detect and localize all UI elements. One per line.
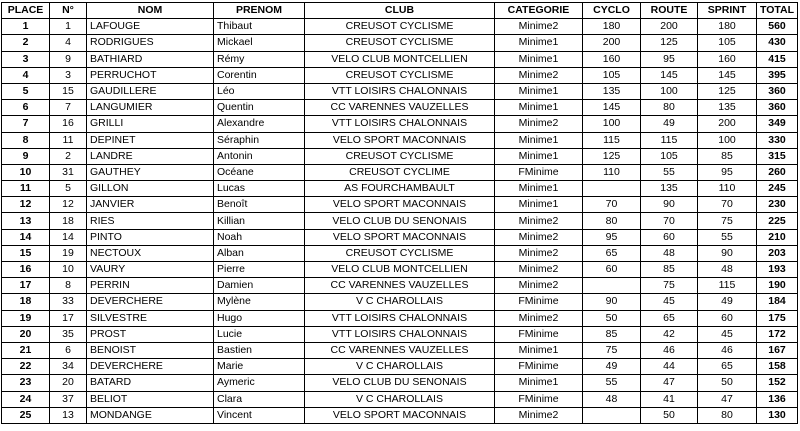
cell-place: 11 <box>2 181 50 197</box>
cell-cyclo <box>583 278 641 294</box>
cell-club: VTT LOISIRS CHALONNAIS <box>305 83 495 99</box>
cell-number: 11 <box>50 132 87 148</box>
cell-nom: RIES <box>87 213 214 229</box>
table-row <box>2 245 798 261</box>
cell-place: 18 <box>2 294 50 310</box>
cell-categorie: FMinime <box>495 164 583 180</box>
cell-place: 6 <box>2 100 50 116</box>
cell-categorie: FMinime <box>495 359 583 375</box>
cell-route: 60 <box>641 229 698 245</box>
cell-number: 19 <box>50 245 87 261</box>
cell-prenom: Antonin <box>214 148 305 164</box>
cell-place: 13 <box>2 213 50 229</box>
cell-place: 24 <box>2 391 50 407</box>
cell-club: V C CHAROLLAIS <box>305 294 495 310</box>
cell-categorie: FMinime <box>495 294 583 310</box>
table-row <box>2 229 798 245</box>
cell-cyclo <box>583 407 641 423</box>
cell-categorie: Minime2 <box>495 67 583 83</box>
cell-sprint: 180 <box>698 19 757 35</box>
cell-route: 80 <box>641 100 698 116</box>
cell-place: 12 <box>2 197 50 213</box>
cell-total: 167 <box>757 342 798 358</box>
cell-club: V C CHAROLLAIS <box>305 391 495 407</box>
results-table <box>1 2 798 424</box>
cell-total: 158 <box>757 359 798 375</box>
table-row <box>2 197 798 213</box>
cell-place: 8 <box>2 132 50 148</box>
cell-number: 10 <box>50 262 87 278</box>
cell-club: CC VARENNES VAUZELLES <box>305 278 495 294</box>
header-club: CLUB <box>305 3 495 19</box>
cell-nom: PERRUCHOT <box>87 67 214 83</box>
cell-club: CREUSOT CYCLIME <box>305 164 495 180</box>
header-total: TOTAL <box>757 3 798 19</box>
cell-categorie: FMinime <box>495 391 583 407</box>
cell-club: VELO CLUB MONTCELLIEN <box>305 262 495 278</box>
cell-route: 100 <box>641 83 698 99</box>
cell-route: 105 <box>641 148 698 164</box>
cell-nom: JANVIER <box>87 197 214 213</box>
cell-total: 360 <box>757 83 798 99</box>
cell-sprint: 200 <box>698 116 757 132</box>
cell-club: CREUSOT CYCLISME <box>305 19 495 35</box>
cell-sprint: 47 <box>698 391 757 407</box>
table-row <box>2 342 798 358</box>
cell-sprint: 125 <box>698 83 757 99</box>
cell-cyclo: 135 <box>583 83 641 99</box>
cell-route: 50 <box>641 407 698 423</box>
cell-sprint: 48 <box>698 262 757 278</box>
cell-sprint: 55 <box>698 229 757 245</box>
cell-categorie: Minime2 <box>495 19 583 35</box>
cell-prenom: Bastien <box>214 342 305 358</box>
table-row <box>2 181 798 197</box>
cell-categorie: Minime2 <box>495 278 583 294</box>
cell-prenom: Alexandre <box>214 116 305 132</box>
cell-sprint: 46 <box>698 342 757 358</box>
table-row <box>2 262 798 278</box>
cell-prenom: Aymeric <box>214 375 305 391</box>
cell-total: 210 <box>757 229 798 245</box>
cell-categorie: Minime1 <box>495 132 583 148</box>
cell-route: 200 <box>641 19 698 35</box>
cell-place: 16 <box>2 262 50 278</box>
cell-sprint: 65 <box>698 359 757 375</box>
cell-categorie: Minime1 <box>495 83 583 99</box>
cell-place: 19 <box>2 310 50 326</box>
cell-cyclo: 145 <box>583 100 641 116</box>
table-row <box>2 51 798 67</box>
cell-prenom: Damien <box>214 278 305 294</box>
table-row <box>2 359 798 375</box>
cell-sprint: 110 <box>698 181 757 197</box>
cell-total: 395 <box>757 67 798 83</box>
cell-prenom: Mickael <box>214 35 305 51</box>
cell-route: 135 <box>641 181 698 197</box>
results-body <box>2 19 798 424</box>
cell-cyclo: 49 <box>583 359 641 375</box>
cell-sprint: 75 <box>698 213 757 229</box>
cell-cyclo: 55 <box>583 375 641 391</box>
cell-place: 2 <box>2 35 50 51</box>
table-row <box>2 132 798 148</box>
cell-cyclo <box>583 181 641 197</box>
table-row <box>2 391 798 407</box>
cell-club: CC VARENNES VAUZELLES <box>305 100 495 116</box>
cell-total: 172 <box>757 326 798 342</box>
cell-club: VELO CLUB DU SENONAIS <box>305 375 495 391</box>
cell-prenom: Alban <box>214 245 305 261</box>
cell-nom: PROST <box>87 326 214 342</box>
cell-place: 5 <box>2 83 50 99</box>
cell-number: 33 <box>50 294 87 310</box>
cell-total: 152 <box>757 375 798 391</box>
cell-cyclo: 50 <box>583 310 641 326</box>
cell-nom: GAUTHEY <box>87 164 214 180</box>
header-categorie: CATEGORIE <box>495 3 583 19</box>
cell-sprint: 60 <box>698 310 757 326</box>
cell-route: 46 <box>641 342 698 358</box>
cell-nom: PERRIN <box>87 278 214 294</box>
cell-prenom: Corentin <box>214 67 305 83</box>
cell-number: 31 <box>50 164 87 180</box>
cell-total: 349 <box>757 116 798 132</box>
cell-categorie: Minime2 <box>495 213 583 229</box>
cell-categorie: Minime1 <box>495 181 583 197</box>
cell-sprint: 100 <box>698 132 757 148</box>
cell-number: 13 <box>50 407 87 423</box>
cell-route: 65 <box>641 310 698 326</box>
cell-categorie: Minime1 <box>495 197 583 213</box>
cell-sprint: 105 <box>698 35 757 51</box>
cell-cyclo: 105 <box>583 67 641 83</box>
cell-number: 14 <box>50 229 87 245</box>
cell-route: 44 <box>641 359 698 375</box>
table-row <box>2 278 798 294</box>
cell-cyclo: 200 <box>583 35 641 51</box>
cell-categorie: Minime1 <box>495 100 583 116</box>
cell-categorie: Minime2 <box>495 245 583 261</box>
table-row <box>2 326 798 342</box>
cell-number: 37 <box>50 391 87 407</box>
cell-nom: DEVERCHERE <box>87 294 214 310</box>
cell-total: 175 <box>757 310 798 326</box>
cell-sprint: 95 <box>698 164 757 180</box>
cell-sprint: 115 <box>698 278 757 294</box>
cell-sprint: 90 <box>698 245 757 261</box>
cell-nom: GILLON <box>87 181 214 197</box>
cell-sprint: 45 <box>698 326 757 342</box>
cell-club: VELO CLUB MONTCELLIEN <box>305 51 495 67</box>
cell-cyclo: 80 <box>583 213 641 229</box>
cell-cyclo: 100 <box>583 116 641 132</box>
cell-cyclo: 85 <box>583 326 641 342</box>
cell-route: 47 <box>641 375 698 391</box>
cell-total: 560 <box>757 19 798 35</box>
cell-nom: BENOIST <box>87 342 214 358</box>
cell-route: 85 <box>641 262 698 278</box>
cell-club: CREUSOT CYCLISME <box>305 67 495 83</box>
cell-prenom: Thibaut <box>214 19 305 35</box>
cell-place: 25 <box>2 407 50 423</box>
cell-prenom: Léo <box>214 83 305 99</box>
cell-place: 21 <box>2 342 50 358</box>
cell-total: 136 <box>757 391 798 407</box>
cell-cyclo: 65 <box>583 245 641 261</box>
cell-number: 8 <box>50 278 87 294</box>
cell-route: 115 <box>641 132 698 148</box>
cell-categorie: Minime2 <box>495 310 583 326</box>
cell-prenom: Killian <box>214 213 305 229</box>
cell-club: CC VARENNES VAUZELLES <box>305 342 495 358</box>
cell-route: 42 <box>641 326 698 342</box>
cell-number: 6 <box>50 342 87 358</box>
cell-route: 125 <box>641 35 698 51</box>
cell-route: 48 <box>641 245 698 261</box>
header-sprint: SPRINT <box>698 3 757 19</box>
cell-total: 430 <box>757 35 798 51</box>
cell-nom: DEVERCHERE <box>87 359 214 375</box>
cell-prenom: Mylène <box>214 294 305 310</box>
cell-prenom: Clara <box>214 391 305 407</box>
cell-number: 3 <box>50 67 87 83</box>
cell-nom: NECTOUX <box>87 245 214 261</box>
cell-sprint: 70 <box>698 197 757 213</box>
cell-place: 1 <box>2 19 50 35</box>
cell-number: 15 <box>50 83 87 99</box>
cell-club: CREUSOT CYCLISME <box>305 148 495 164</box>
cell-club: CREUSOT CYCLISME <box>305 35 495 51</box>
cell-total: 193 <box>757 262 798 278</box>
cell-number: 2 <box>50 148 87 164</box>
cell-route: 75 <box>641 278 698 294</box>
cell-place: 20 <box>2 326 50 342</box>
header-prenom: PRENOM <box>214 3 305 19</box>
cell-nom: LANGUMIER <box>87 100 214 116</box>
cell-nom: RODRIGUES <box>87 35 214 51</box>
cell-categorie: Minime1 <box>495 148 583 164</box>
cell-number: 7 <box>50 100 87 116</box>
cell-nom: GRILLI <box>87 116 214 132</box>
cell-nom: SILVESTRE <box>87 310 214 326</box>
cell-route: 55 <box>641 164 698 180</box>
cell-number: 1 <box>50 19 87 35</box>
cell-number: 4 <box>50 35 87 51</box>
cell-route: 41 <box>641 391 698 407</box>
cell-prenom: Hugo <box>214 310 305 326</box>
cell-club: V C CHAROLLAIS <box>305 359 495 375</box>
cell-route: 70 <box>641 213 698 229</box>
cell-nom: BATARD <box>87 375 214 391</box>
cell-total: 415 <box>757 51 798 67</box>
cell-cyclo: 115 <box>583 132 641 148</box>
cell-club: VTT LOISIRS CHALONNAIS <box>305 310 495 326</box>
cell-total: 230 <box>757 197 798 213</box>
cell-club: CREUSOT CYCLISME <box>305 245 495 261</box>
cell-nom: BATHIARD <box>87 51 214 67</box>
cell-total: 260 <box>757 164 798 180</box>
cell-number: 12 <box>50 197 87 213</box>
cell-categorie: Minime2 <box>495 116 583 132</box>
table-row <box>2 116 798 132</box>
table-row <box>2 407 798 423</box>
cell-total: 130 <box>757 407 798 423</box>
cell-club: VELO SPORT MACONNAIS <box>305 197 495 213</box>
header-row <box>2 3 798 19</box>
table-row <box>2 375 798 391</box>
table-row <box>2 67 798 83</box>
cell-prenom: Pierre <box>214 262 305 278</box>
cell-nom: LAFOUGE <box>87 19 214 35</box>
cell-place: 3 <box>2 51 50 67</box>
cell-number: 16 <box>50 116 87 132</box>
cell-place: 7 <box>2 116 50 132</box>
cell-route: 45 <box>641 294 698 310</box>
cell-total: 190 <box>757 278 798 294</box>
table-row <box>2 35 798 51</box>
cell-prenom: Noah <box>214 229 305 245</box>
table-row <box>2 213 798 229</box>
table-row <box>2 100 798 116</box>
cell-place: 14 <box>2 229 50 245</box>
cell-categorie: Minime1 <box>495 35 583 51</box>
cell-nom: BELIOT <box>87 391 214 407</box>
cell-route: 95 <box>641 51 698 67</box>
cell-total: 315 <box>757 148 798 164</box>
cell-prenom: Marie <box>214 359 305 375</box>
cell-prenom: Vincent <box>214 407 305 423</box>
cell-cyclo: 75 <box>583 342 641 358</box>
cell-cyclo: 70 <box>583 197 641 213</box>
cell-cyclo: 60 <box>583 262 641 278</box>
cell-number: 5 <box>50 181 87 197</box>
cell-place: 10 <box>2 164 50 180</box>
cell-number: 20 <box>50 375 87 391</box>
header-route: ROUTE <box>641 3 698 19</box>
cell-route: 90 <box>641 197 698 213</box>
cell-total: 225 <box>757 213 798 229</box>
cell-categorie: Minime1 <box>495 51 583 67</box>
table-row <box>2 148 798 164</box>
cell-categorie: Minime1 <box>495 375 583 391</box>
cell-number: 9 <box>50 51 87 67</box>
cell-cyclo: 90 <box>583 294 641 310</box>
cell-nom: MONDANGE <box>87 407 214 423</box>
cell-sprint: 49 <box>698 294 757 310</box>
cell-categorie: Minime1 <box>495 342 583 358</box>
header-number: N° <box>50 3 87 19</box>
cell-club: VELO SPORT MACONNAIS <box>305 407 495 423</box>
cell-place: 17 <box>2 278 50 294</box>
cell-nom: LANDRE <box>87 148 214 164</box>
cell-categorie: FMinime <box>495 326 583 342</box>
header-nom: NOM <box>87 3 214 19</box>
cell-number: 35 <box>50 326 87 342</box>
cell-cyclo: 125 <box>583 148 641 164</box>
cell-place: 22 <box>2 359 50 375</box>
cell-cyclo: 48 <box>583 391 641 407</box>
cell-prenom: Quentin <box>214 100 305 116</box>
cell-place: 9 <box>2 148 50 164</box>
cell-sprint: 160 <box>698 51 757 67</box>
table-row <box>2 310 798 326</box>
cell-route: 145 <box>641 67 698 83</box>
cell-club: VTT LOISIRS CHALONNAIS <box>305 116 495 132</box>
cell-total: 245 <box>757 181 798 197</box>
table-row <box>2 164 798 180</box>
cell-nom: GAUDILLERE <box>87 83 214 99</box>
header-cyclo: CYCLO <box>583 3 641 19</box>
cell-club: VELO SPORT MACONNAIS <box>305 229 495 245</box>
cell-cyclo: 95 <box>583 229 641 245</box>
table-row <box>2 83 798 99</box>
cell-prenom: Lucas <box>214 181 305 197</box>
cell-place: 15 <box>2 245 50 261</box>
cell-club: VTT LOISIRS CHALONNAIS <box>305 326 495 342</box>
cell-sprint: 145 <box>698 67 757 83</box>
cell-route: 49 <box>641 116 698 132</box>
cell-sprint: 80 <box>698 407 757 423</box>
cell-total: 203 <box>757 245 798 261</box>
cell-place: 4 <box>2 67 50 83</box>
cell-sprint: 135 <box>698 100 757 116</box>
table-row <box>2 19 798 35</box>
cell-prenom: Lucie <box>214 326 305 342</box>
cell-club: VELO CLUB DU SENONAIS <box>305 213 495 229</box>
cell-prenom: Séraphin <box>214 132 305 148</box>
cell-number: 17 <box>50 310 87 326</box>
cell-categorie: Minime2 <box>495 229 583 245</box>
cell-number: 18 <box>50 213 87 229</box>
header-place: PLACE <box>2 3 50 19</box>
cell-sprint: 85 <box>698 148 757 164</box>
cell-total: 184 <box>757 294 798 310</box>
cell-nom: PINTO <box>87 229 214 245</box>
cell-sprint: 50 <box>698 375 757 391</box>
cell-club: VELO SPORT MACONNAIS <box>305 132 495 148</box>
cell-prenom: Rémy <box>214 51 305 67</box>
cell-nom: VAURY <box>87 262 214 278</box>
cell-club: AS FOURCHAMBAULT <box>305 181 495 197</box>
cell-categorie: Minime2 <box>495 262 583 278</box>
cell-cyclo: 110 <box>583 164 641 180</box>
cell-total: 330 <box>757 132 798 148</box>
table-row <box>2 294 798 310</box>
cell-place: 23 <box>2 375 50 391</box>
cell-prenom: Océane <box>214 164 305 180</box>
cell-prenom: Benoît <box>214 197 305 213</box>
cell-number: 34 <box>50 359 87 375</box>
cell-categorie: Minime2 <box>495 407 583 423</box>
cell-total: 360 <box>757 100 798 116</box>
cell-cyclo: 160 <box>583 51 641 67</box>
cell-cyclo: 180 <box>583 19 641 35</box>
cell-nom: DEPINET <box>87 132 214 148</box>
